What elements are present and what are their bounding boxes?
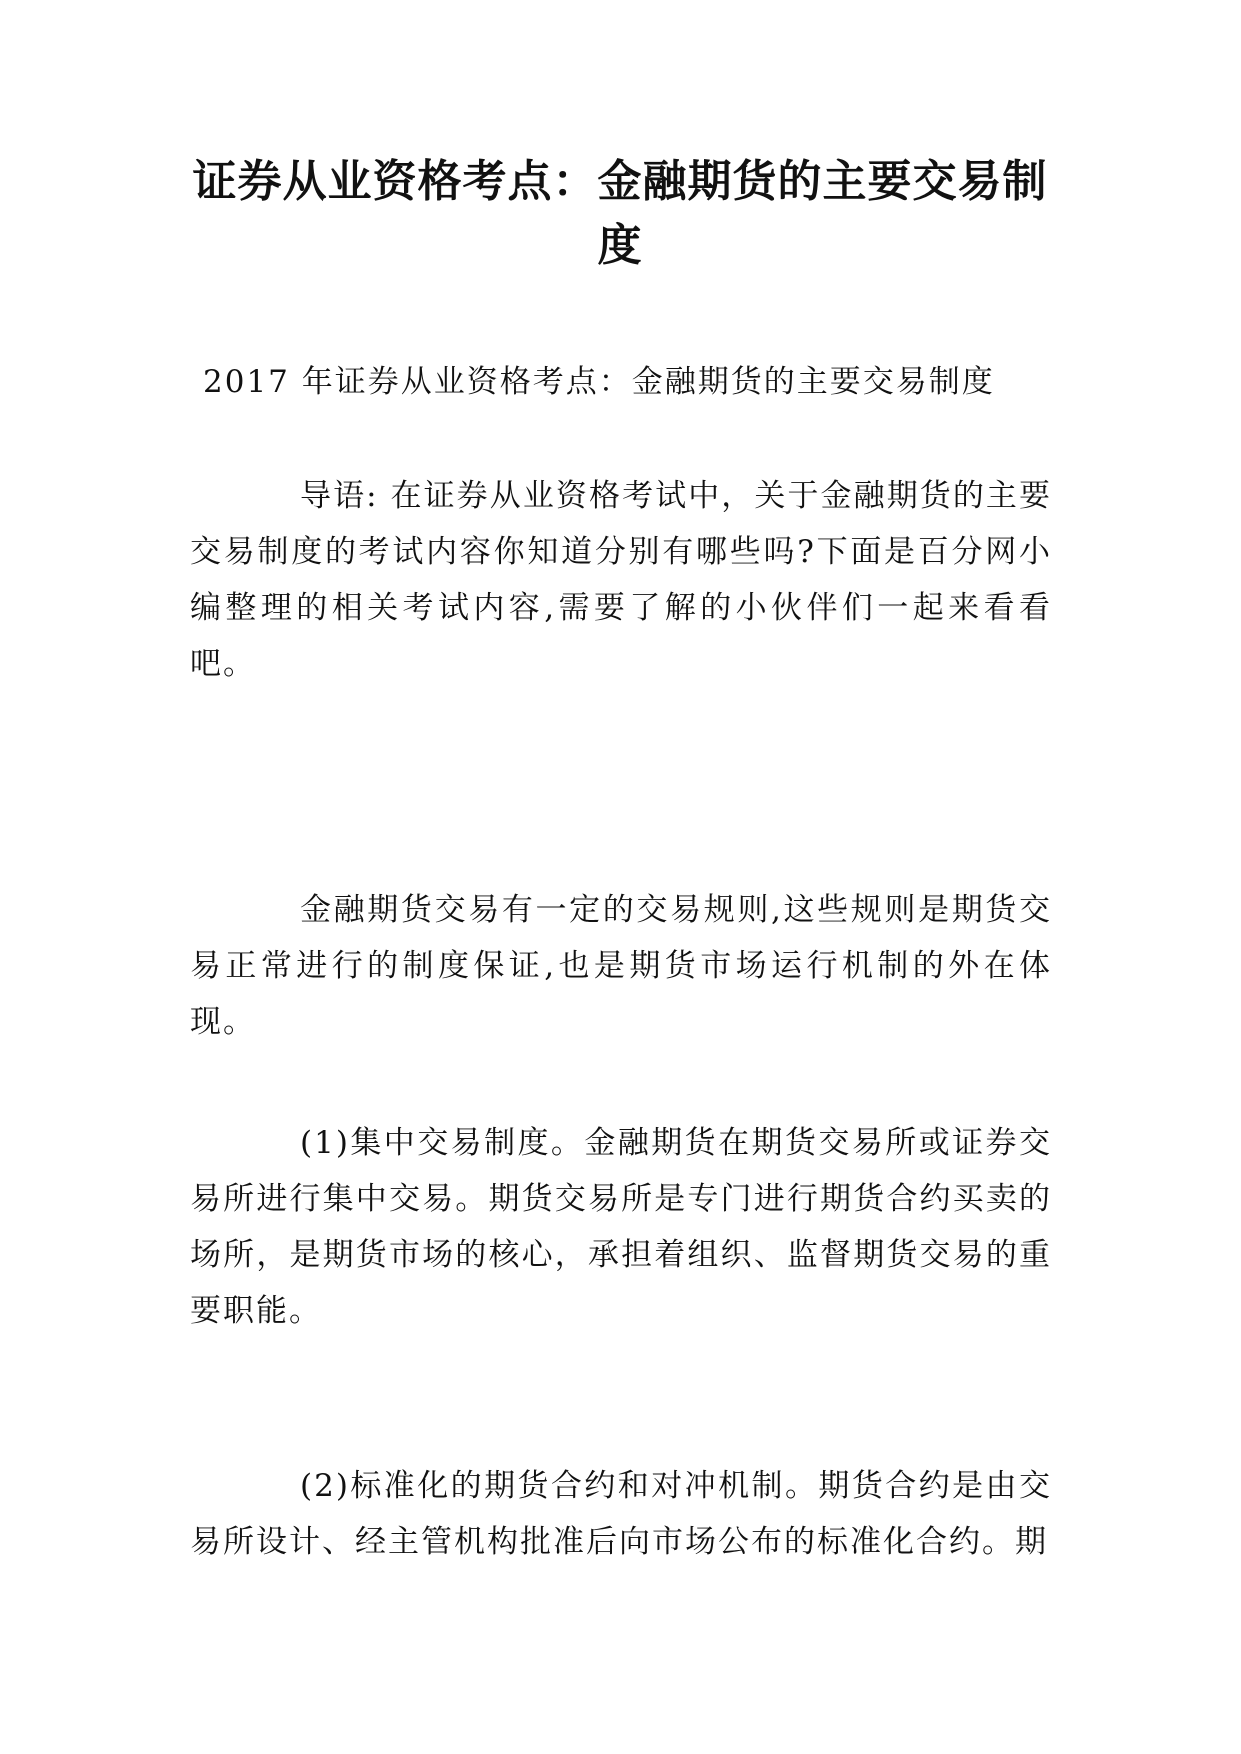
document-title: 证券从业资格考点：金融期货的主要交易制度 <box>192 156 1048 271</box>
item-1-paragraph: (1)集中交易制度。金融期货在期货交易所或证券交易所进行集中交易。期货交易所是专门进行期货合约买卖的场所，是期货市场的核心，承担着组织、监督期货交易的重要职能。 <box>190 1125 1052 1329</box>
document-subtitle: 2017 年证券从业资格考点：金融期货的主要交易制度 <box>203 364 995 400</box>
intro-paragraph: 导语: 在证券从业资格考试中，关于金融期货的主要交易制度的考试内容你知道分别有哪些吗?下面是百分网小编整理的相关考试内容,需要了解的小伙伴们一起来看看吧。 <box>190 478 1052 682</box>
item-2-paragraph: (2)标准化的期货合约和对冲机制。期货合约是由交易所设计、经主管机构批准后向市场公布的标准化合约。期 <box>190 1468 1052 1560</box>
rules-paragraph: 金融期货交易有一定的交易规则,这些规则是期货交易正常进行的制度保证,也是期货市场运行机制的外在体现。 <box>190 892 1052 1040</box>
